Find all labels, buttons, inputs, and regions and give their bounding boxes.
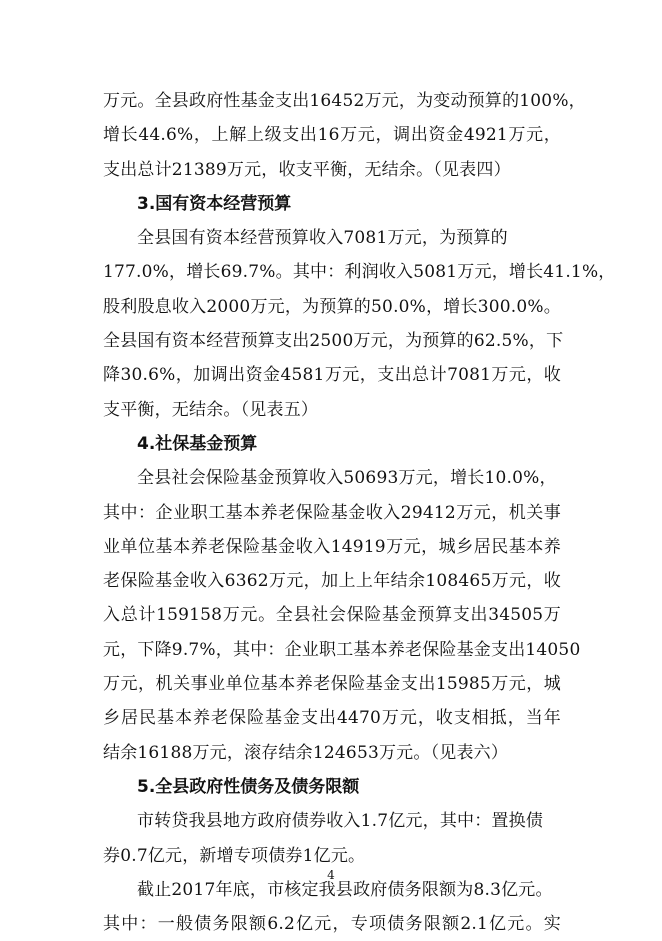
paragraph-line: 支出总计21389万元，收支平衡，无结余。（见表四）: [103, 159, 511, 180]
paragraph-line: 其中：企业职工基本养老保险基金收入29412万元，机关事: [103, 502, 561, 523]
paragraph-line: 元，下降9.7%，其中：企业职工基本养老保险基金支出14050: [103, 639, 581, 660]
section-heading: 3.国有资本经营预算: [137, 193, 292, 214]
paragraph-line: 支平衡，无结余。（见表五）: [103, 399, 319, 420]
section-heading: 5.全县政府性债务及债务限额: [137, 776, 360, 797]
section-heading: 4.社保基金预算: [137, 433, 258, 454]
paragraph-line: 股利股息收入2000万元，为预算的50.0%，增长300.0%。: [103, 296, 561, 317]
paragraph-line: 其中：一般债务限额6.2亿元，专项债务限额2.1亿元。实: [103, 914, 561, 935]
paragraph-first-line: 全县国有资本经营预算收入7081万元，为预算的: [137, 228, 508, 249]
paragraph-line: 入总计159158万元。全县社会保险基金预算支出34505万: [103, 605, 561, 626]
page-content: [103, 84, 616, 941]
paragraph-line: 177.0%，增长69.7%。其中：利润收入5081万元，增长41.1%，: [103, 262, 616, 283]
paragraph-line: 老保险基金收入6362万元，加上上年结余108465万元，收: [103, 571, 561, 592]
paragraph-line: 乡居民基本养老保险基金支出4470万元，收支相抵，当年: [103, 708, 561, 729]
paragraph-line: 万元。全县政府性基金支出16452万元，为变动预算的100%，: [103, 91, 586, 111]
paragraph-line: 全县国有资本经营预算支出2500万元，为预算的62.5%，下: [103, 331, 564, 352]
paragraph-line: 降30.6%，加调出资金4581万元，支出总计7081万元，收: [103, 365, 561, 386]
paragraph-first-line: 市转贷我县地方政府债券收入1.7亿元，其中：置换债: [137, 811, 544, 832]
paragraph-line: 万元，机关事业单位基本养老保险基金支出15985万元，城: [103, 674, 561, 695]
paragraph-first-line: 全县社会保险基金预算收入50693万元，增长10.0%，: [137, 468, 557, 489]
paragraph-line: 增长44.6%，上解上级支出16万元，调出资金4921万元，: [103, 125, 561, 146]
paragraph-line: 券0.7亿元，新增专项债券1亿元。: [103, 845, 366, 866]
paragraph-first-line: 截止2017年底，市核定我县政府债务限额为8.3亿元。: [137, 879, 553, 900]
paragraph-line: 业单位基本养老保险基金收入14919万元，城乡居民基本养: [103, 536, 561, 557]
page-number: 4: [327, 868, 335, 882]
paragraph-line: 结余16188万元，滚存结余124653万元。（见表六）: [103, 742, 509, 763]
